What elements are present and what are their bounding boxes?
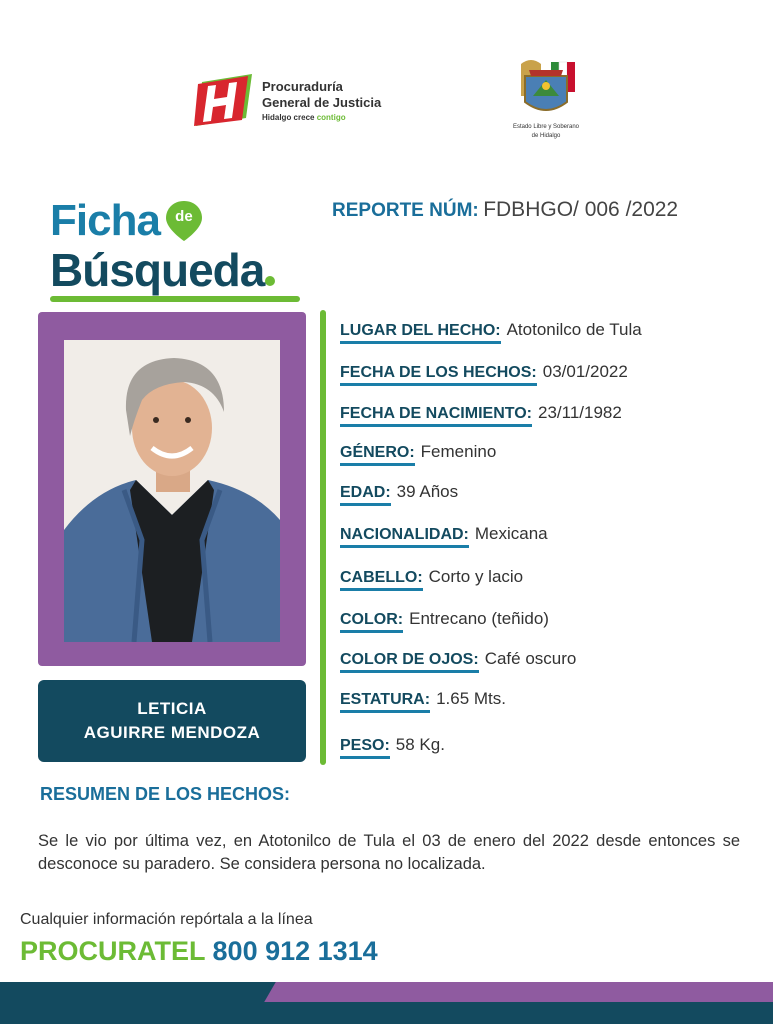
- field-color: [340, 609, 549, 633]
- location-pin-icon: [164, 199, 204, 243]
- field-peso: [340, 735, 445, 759]
- report-value: FDBHGO/ 006 /2022: [483, 198, 679, 221]
- field-label: LUGAR DEL HECHO:: [340, 322, 501, 344]
- pgj-logo: [194, 74, 381, 126]
- field-label: EDAD:: [340, 484, 391, 506]
- field-label: COLOR DE OJOS:: [340, 651, 479, 673]
- field-fecha-hechos: [340, 362, 628, 386]
- footer-stripe: [264, 982, 773, 1002]
- field-label: ESTATURA:: [340, 691, 430, 713]
- report-label: REPORTE NÚM:: [332, 200, 479, 221]
- title-connector-de: de: [175, 208, 193, 225]
- field-label: GÉNERO:: [340, 444, 415, 466]
- footer-band: [0, 982, 773, 1024]
- person-name-box: [38, 680, 306, 762]
- field-value: Corto y lacio: [428, 567, 524, 586]
- field-value: Café oscuro: [484, 649, 577, 668]
- ficha-title: [50, 196, 310, 302]
- field-value: Mexicana: [474, 524, 548, 543]
- field-label: COLOR:: [340, 611, 403, 633]
- cta-brand: PROCURATEL: [20, 936, 206, 966]
- field-estatura: [340, 689, 506, 713]
- cta-hotline: [20, 936, 378, 967]
- title-underline: [50, 296, 300, 302]
- h-logo-icon: [194, 74, 254, 126]
- field-value: 23/11/1982: [538, 403, 622, 422]
- field-lugar: [340, 320, 642, 344]
- field-label: FECHA DE LOS HECHOS:: [340, 364, 537, 386]
- field-value: Entrecano (teñido): [409, 609, 549, 628]
- org-name-line1: Procuraduría: [262, 78, 343, 94]
- report-number: [332, 198, 678, 222]
- title-word-busqueda: Búsqueda: [50, 244, 265, 296]
- field-nacionalidad: [340, 524, 548, 548]
- org-slogan: Hidalgo crece contigo: [262, 112, 346, 122]
- field-value: 39 Años: [396, 482, 459, 501]
- state-caption-line1: Estado Libre y Soberano: [512, 124, 580, 130]
- vertical-divider: [320, 310, 326, 765]
- field-label: PESO:: [340, 737, 390, 759]
- field-value: 1.65 Mts.: [436, 689, 506, 708]
- summary-heading: RESUMEN DE LOS HECHOS:: [40, 784, 291, 804]
- field-label: CABELLO:: [340, 569, 423, 591]
- field-value: 58 Kg.: [395, 735, 445, 754]
- person-photo: [64, 340, 280, 642]
- title-word-ficha: Ficha: [50, 196, 160, 245]
- field-color-ojos: [340, 649, 576, 673]
- state-seal: [505, 56, 587, 140]
- state-caption-line2: de Hidalgo: [531, 133, 561, 139]
- field-label: NACIONALIDAD:: [340, 526, 469, 548]
- summary-text: Se le vio por última vez, en Atotonilco de Tula el 03 de enero del 2022 desde entonces se desconoce su paradero. Se considera persona no localizada.: [38, 832, 740, 873]
- field-fecha-nacimiento: [340, 403, 622, 427]
- photo-frame: [38, 312, 306, 666]
- cta-phone-number[interactable]: 800 912 1314: [212, 936, 378, 966]
- field-value: 03/01/2022: [542, 362, 628, 381]
- person-last-name: AGUIRRE MENDOZA: [83, 723, 261, 742]
- field-edad: [340, 482, 458, 506]
- state-coat-of-arms-icon: [511, 56, 581, 122]
- title-dot: [265, 276, 275, 286]
- field-label: FECHA DE NACIMIENTO:: [340, 405, 532, 427]
- field-value: Atotonilco de Tula: [506, 320, 642, 339]
- org-name-line2: General de Justicia: [262, 94, 382, 110]
- cta-text: Cualquier información repórtala a la línea: [20, 911, 313, 928]
- field-cabello: [340, 567, 523, 591]
- field-value: Femenino: [420, 442, 497, 461]
- person-first-name: LETICIA: [137, 699, 207, 718]
- field-genero: [340, 442, 496, 466]
